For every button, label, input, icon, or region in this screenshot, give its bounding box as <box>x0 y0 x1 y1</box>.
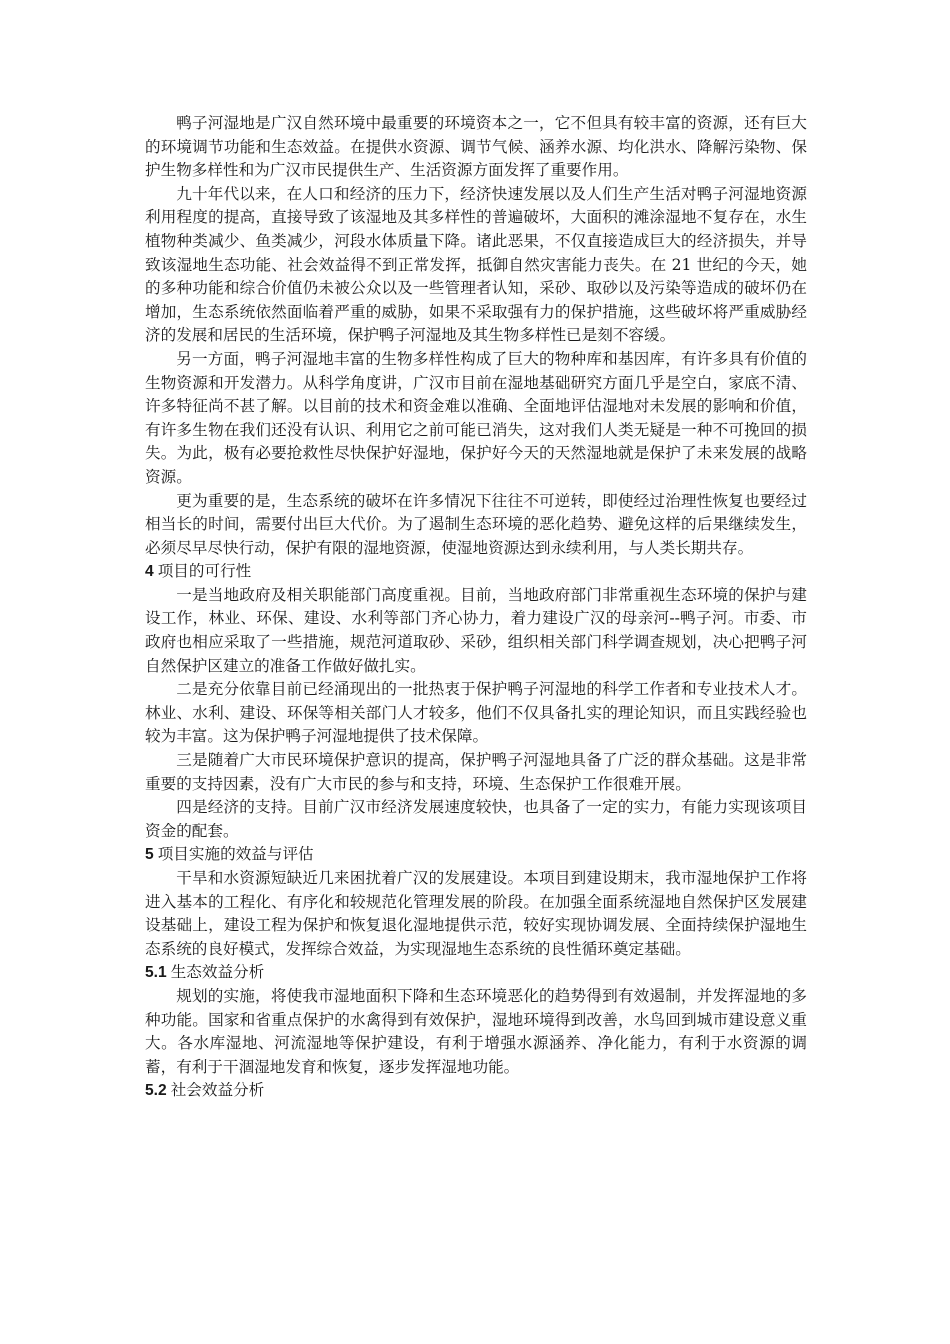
section-5-1-title: 生态效益分析 <box>170 963 265 982</box>
section-4-title: 项目的可行性 <box>157 562 252 581</box>
intro-paragraph-2: 九十年代以来，在人口和经济的压力下，经济快速发展以及人们生产生活对鸭子河湿地资源利用程度的提高，直接导致了该湿地及其多样性的普遍破坏，大面积的滩涂湿地不复存在，水生植物种类减少、鱼类减少，河段水体质量下降。诸此恶果，不仅直接造成巨大的经济损失，并导致该湿地生态功能、社会效益得不到正常发挥，抵御自然灾害能力丧失。在 21 世纪的今天，她的多种功能和综合价值仍未被公众以及一些管理者认知，采砂、取砂以及污染等造成的破坏仍在增加，生态系统依然面临着严重的威胁，如果不采取强有力的保护措施，这些破坏将严重威胁经济的发展和居民的生活环境，保护鸭子河湿地及其生物多样性已是刻不容缓。 <box>145 184 807 345</box>
section-5-heading <box>145 843 807 867</box>
section-5-2-number: 5.2 <box>145 1082 167 1100</box>
section-5-paragraph-1: 干旱和水资源短缺近几来困扰着广汉的发展建设。本项目到建设期末，我市湿地保护工作将进入基本的工程化、有序化和较规范化管理发展的阶段。在加强全面系统湿地自然保护区发展建设基础上，建设工程为保护和恢复退化湿地提供示范，较好实现协调发展、全面持续保护湿地生态系统的良好模式，发挥综合效益，为实现湿地生态系统的良性循环奠定基础。 <box>145 869 807 958</box>
section-4-number: 4 <box>145 563 154 581</box>
section-5-title: 项目实施的效益与评估 <box>157 845 314 864</box>
document-page <box>145 112 807 1103</box>
section-4-paragraph-2: 二是充分依靠目前已经涌现出的一批热衷于保护鸭子河湿地的科学工作者和专业技术人才。林业、水利、建设、环保等相关部门人才较多，他们不仅具备扎实的理论知识，而且实践经验也较为丰富。这为保护鸭子河湿地提供了技术保障。 <box>145 680 807 746</box>
section-5-2-heading <box>145 1079 807 1103</box>
section-5-1-number: 5.1 <box>145 964 167 982</box>
section-5-1-heading <box>145 961 807 985</box>
section-4-paragraph-3: 三是随着广大市民环境保护意识的提高，保护鸭子河湿地具备了广泛的群众基础。这是非常重要的支持因素，没有广大市民的参与和支持，环境、生态保护工作很难开展。 <box>145 751 807 793</box>
section-5-number: 5 <box>145 846 154 864</box>
intro-paragraph-4: 更为重要的是，生态系统的破坏在许多情况下往往不可逆转，即使经过治理性恢复也要经过相当长的时间，需要付出巨大代价。为了遏制生态环境的恶化趋势、避免这样的后果继续发生，必须尽早尽快行动，保护有限的湿地资源，使湿地资源达到永续利用，与人类长期共存。 <box>145 491 807 557</box>
section-4-paragraph-1: 一是当地政府及相关职能部门高度重视。目前，当地政府部门非常重视生态环境的保护与建设工作，林业、环保、建设、水利等部门齐心协力，着力建设广汉的母亲河--鸭子河。市委、市政府也相应采取了一些措施，规范河道取砂、采砂，组织相关部门科学调查规划，决心把鸭子河自然保护区建立的准备工作做好做扎实。 <box>145 585 807 675</box>
section-4-heading <box>145 560 807 584</box>
intro-paragraph-3: 另一方面，鸭子河湿地丰富的生物多样性构成了巨大的物种库和基因库，有许多具有价值的生物资源和开发潜力。从科学角度讲，广汉市目前在湿地基础研究方面几乎是空白，家底不清、许多特征尚不甚了解。以目前的技术和资金难以准确、全面地评估湿地对未发展的影响和价值，有许多生物在我们还没有认识、利用它之前可能已消失，这对我们人类无疑是一种不可挽回的损失。为此，极有必要抢救性尽快保护好湿地，保护好今天的天然湿地就是保护了未来发展的战略资源。 <box>145 349 807 486</box>
intro-paragraph-1: 鸭子河湿地是广汉自然环境中最重要的环境资本之一，它不但具有较丰富的资源，还有巨大的环境调节功能和生态效益。在提供水资源、调节气候、涵养水源、均化洪水、降解污染物、保护生物多样性和为广汉市民提供生产、生活资源方面发挥了重要作用。 <box>145 114 807 180</box>
section-5-1-paragraph-1: 规划的实施，将使我市湿地面积下降和生态环境恶化的趋势得到有效遏制，并发挥湿地的多种功能。国家和省重点保护的水禽得到有效保护，湿地环境得到改善，水鸟回到城市建设意义重大。各水库湿地、河流湿地等保护建设，有利于增强水源涵养、净化能力，有利于水资源的调蓄，有利于干涸湿地发育和恢复，逐步发挥湿地功能。 <box>145 986 807 1076</box>
section-4-paragraph-4: 四是经济的支持。目前广汉市经济发展速度较快，也具备了一定的实力，有能力实现该项目资金的配套。 <box>145 798 807 840</box>
section-5-2-title: 社会效益分析 <box>170 1081 265 1100</box>
